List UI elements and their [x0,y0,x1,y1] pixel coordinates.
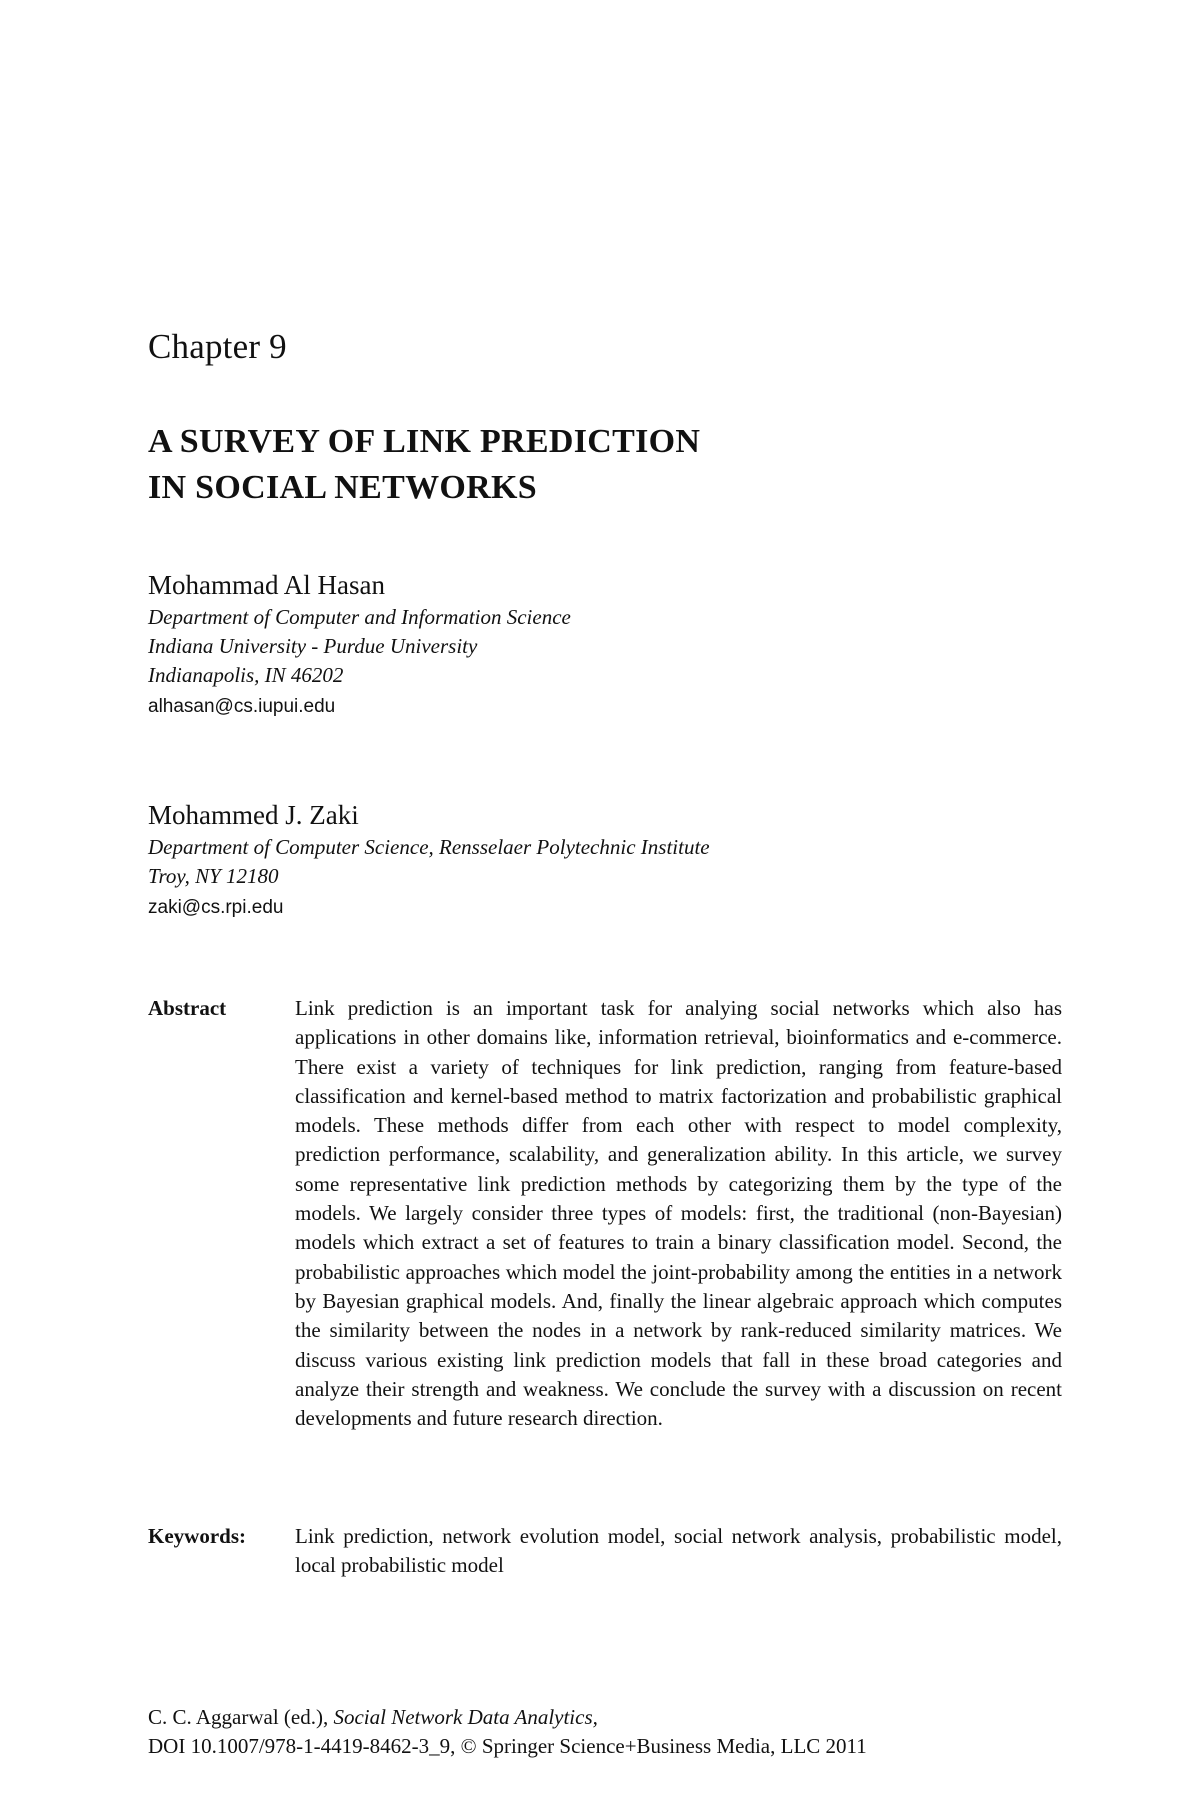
keywords-label: Keywords: [148,1524,246,1548]
citation-doi: DOI 10.1007/978-1-4419-8462-3_9, © Springer Science+Business Media, LLC 2011 [148,1734,867,1758]
citation-editor: C. C. Aggarwal (ed.), [148,1705,329,1729]
affiliation-line: Indiana University - Purdue University [148,634,478,658]
author-email: zaki@cs.rpi.edu [148,897,284,918]
author-block-zaki [148,797,710,922]
citation-line-1 [148,1703,867,1732]
citation-book-title: Social Network Data Analytics, [333,1705,598,1729]
author-name: Mohammad Al Hasan [148,570,385,600]
affiliation-line: Department of Computer and Information Science [148,605,571,629]
author-block-hasan [148,567,571,721]
author-name: Mohammed J. Zaki [148,800,359,830]
affiliation-line: Department of Computer Science, Rensselaer Polytechnic Institute [148,835,710,859]
affiliation-line: Indianapolis, IN 46202 [148,663,344,687]
author-email: alhasan@cs.iupui.edu [148,696,336,717]
chapter-title-line-1: A SURVEY OF LINK PREDICTION [148,423,701,460]
abstract-text: Link prediction is an important task for analying social networks which also has applications in other domains like, information retrieval, bioinformatics and e-commerce. There exist a variety of techniques for link prediction, ranging from feature-based classification and kernel-based method to matrix factorization and probabilistic graphical models. These methods differ from each other with respect to model complexity, prediction performance, scalability, and generalization ability. In this article, we survey some representative link prediction methods by categorizing them by the type of the models. We largely consider three types of models: first, the traditional (non-Bayesian) models which extract a set of features to train a binary classification model. Second, the probabilistic approaches which model the joint-probability among the entities in a network by Bayesian graphical models. And, finally the linear algebraic approach which computes the similarity between the nodes in a network by rank-reduced similarity matrices. We discuss various existing link prediction models that fall in these broad categories and analyze their strength and weakness. We conclude the survey with a discussion on recent developments and future research direction. [295,996,1062,1431]
chapter-title-line-2: IN SOCIAL NETWORKS [148,469,537,506]
keywords-text: Link prediction, network evolution model, social network analysis, probabilistic model, local probabilistic model [295,1524,1062,1578]
citation-footer [148,1703,867,1761]
chapter-label: Chapter 9 [148,327,287,366]
chapter-title [148,419,700,511]
abstract-label: Abstract [148,996,227,1020]
affiliation-line: Troy, NY 12180 [148,864,279,888]
